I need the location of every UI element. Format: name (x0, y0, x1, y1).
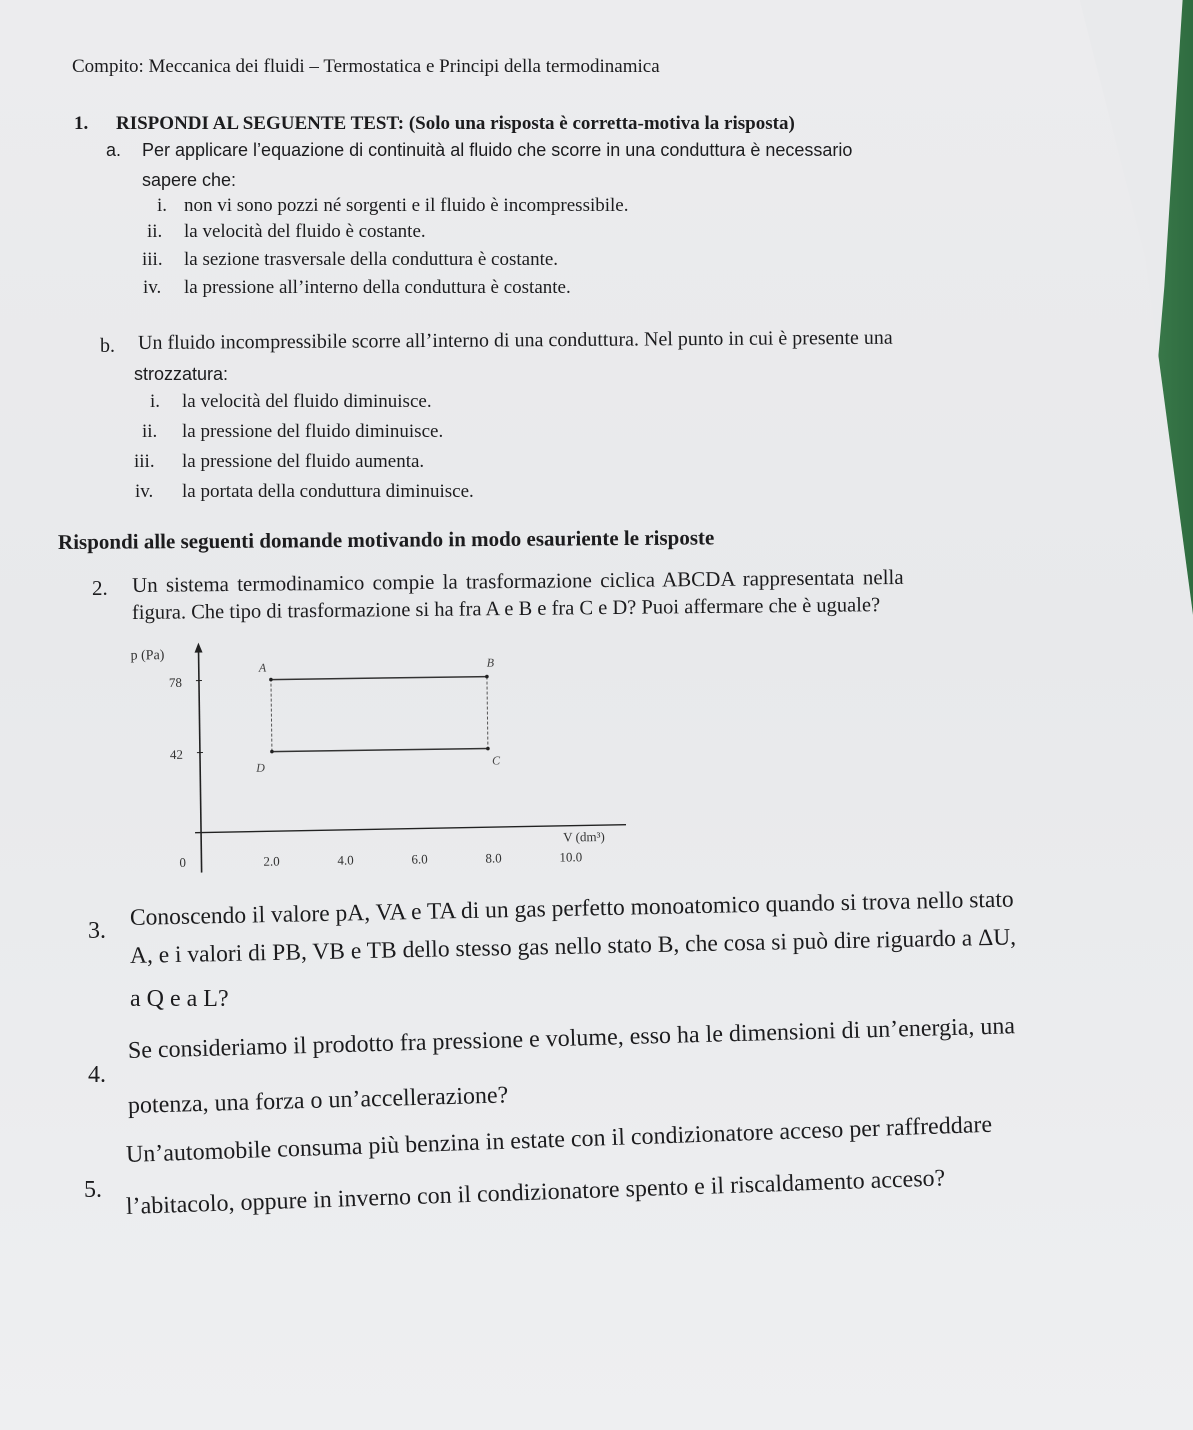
point-c (486, 747, 490, 751)
q1a-opt3-text: la sezione trasversale della conduttura è costante. (184, 249, 559, 270)
x-tick-label: 10.0 (559, 849, 583, 865)
point-a (269, 678, 273, 682)
x-tick-label: 6.0 (411, 851, 428, 867)
q1a-opt1-num: i. (157, 195, 168, 216)
q1b-opt4-text: la portata della conduttura diminuisce. (182, 481, 474, 502)
section2-heading: Rispondi alle seguenti domande motivando in modo esauriente le risposte (57, 525, 715, 554)
y-axis-label: p (Pa) (130, 648, 165, 664)
q5-line1: Un’automobile consuma più benzina in estate con il condizionatore acceso per raffreddare (125, 1111, 993, 1168)
q1a-opt2-num: ii. (147, 221, 163, 242)
segment-ab (271, 677, 487, 680)
q2-line2: figura. Che tipo di trasformazione si ha fra A e B e fra C e D? Puoi affermare che è uguale? (131, 594, 881, 624)
q1a-opt4-text: la pressione all’interno della conduttura è costante. (184, 277, 571, 298)
y-tick-label: 42 (169, 746, 184, 763)
y-tick-label: 78 (168, 674, 183, 691)
segment-bc (487, 677, 488, 749)
x-tick-label: 0 (179, 854, 187, 870)
q1a-opt1-text: non vi sono pozzi né sorgenti e il fluido è incompressibile. (184, 195, 629, 216)
segment-cd (272, 749, 488, 752)
q3-line2: A, e i valori di PB, VB e TB dello stesso gas nello stato B, che cosa si può dire riguardo a ΔU, (129, 924, 1017, 969)
page-title: Compito: Meccanica dei fluidi – Termostatica e Principi della termodinamica (72, 56, 660, 77)
q1b-opt2-text: la pressione del fluido diminuisce. (182, 421, 444, 442)
x-axis (195, 825, 626, 833)
q1-heading: RISPONDI AL SEGUENTE TEST: (Solo una risposta è corretta-motiva la risposta) (116, 113, 795, 134)
q1a-opt4-num: iv. (143, 277, 162, 298)
q5-number: 5. (84, 1177, 102, 1203)
q1a-label: a. (106, 140, 122, 160)
point-b (485, 675, 489, 679)
point-label-a: A (258, 660, 267, 675)
q4-line1: Se consideriamo il prodotto fra pressione e volume, esso ha le dimensioni di un’energia, una (127, 1013, 1016, 1064)
x-tick-label: 2.0 (263, 853, 280, 869)
point-d (270, 750, 274, 754)
q1b-label: b. (100, 335, 115, 357)
q1b-opt2-num: ii. (142, 421, 158, 442)
q4-number: 4. (88, 1062, 106, 1088)
point-label-b: B (486, 655, 495, 670)
q1a-opt3-num: iii. (142, 249, 163, 270)
q3-line3: a Q e a L? (130, 986, 229, 1012)
q1b-opt1-num: i. (150, 391, 161, 412)
q1b-opt3-text: la pressione del fluido aumenta. (182, 451, 425, 472)
q1a-line1: Per applicare l’equazione di continuità al fluido che scorre in una conduttura è necessario (142, 140, 853, 160)
x-axis-label: V (dm³) (563, 828, 605, 845)
q1a-line2: sapere che: (142, 170, 237, 190)
q2-line1: Un sistema termodinamico compie la trasformazione ciclica ABCDA rappresentata nella (131, 564, 904, 597)
q4-line2: potenza, una forza o un’accellerazione? (127, 1082, 509, 1119)
x-tick-label: 8.0 (485, 850, 502, 866)
q2-number: 2. (92, 576, 108, 600)
point-label-c: C (491, 753, 501, 768)
q1b-opt1-text: la velocità del fluido diminuisce. (182, 391, 432, 412)
q3-number: 3. (88, 918, 106, 944)
x-tick-label: 4.0 (337, 852, 354, 868)
point-label-d: D (256, 760, 265, 775)
q1b-opt3-num: iii. (134, 451, 155, 472)
y-axis-arrow (194, 643, 202, 653)
q1-number: 1. (74, 113, 89, 134)
q1a-opt2-text: la velocità del fluido è costante. (184, 221, 426, 242)
pv-diagram (120, 630, 650, 880)
q1b-line2: strozzatura: (134, 364, 229, 384)
q1b-opt4-num: iv. (135, 481, 154, 502)
q1b-line1: Un fluido incompressibile scorre all’interno di una conduttura. Nel punto in cui è presente una (137, 326, 893, 354)
segment-da (271, 680, 272, 752)
q3-line1: Conoscendo il valore pA, VA e TA di un gas perfetto monoatomico quando si trova nello stato (129, 886, 1014, 931)
q5-line2: l’abitacolo, oppure in inverno con il condizionatore spento e il riscaldamento acceso? (125, 1165, 946, 1220)
